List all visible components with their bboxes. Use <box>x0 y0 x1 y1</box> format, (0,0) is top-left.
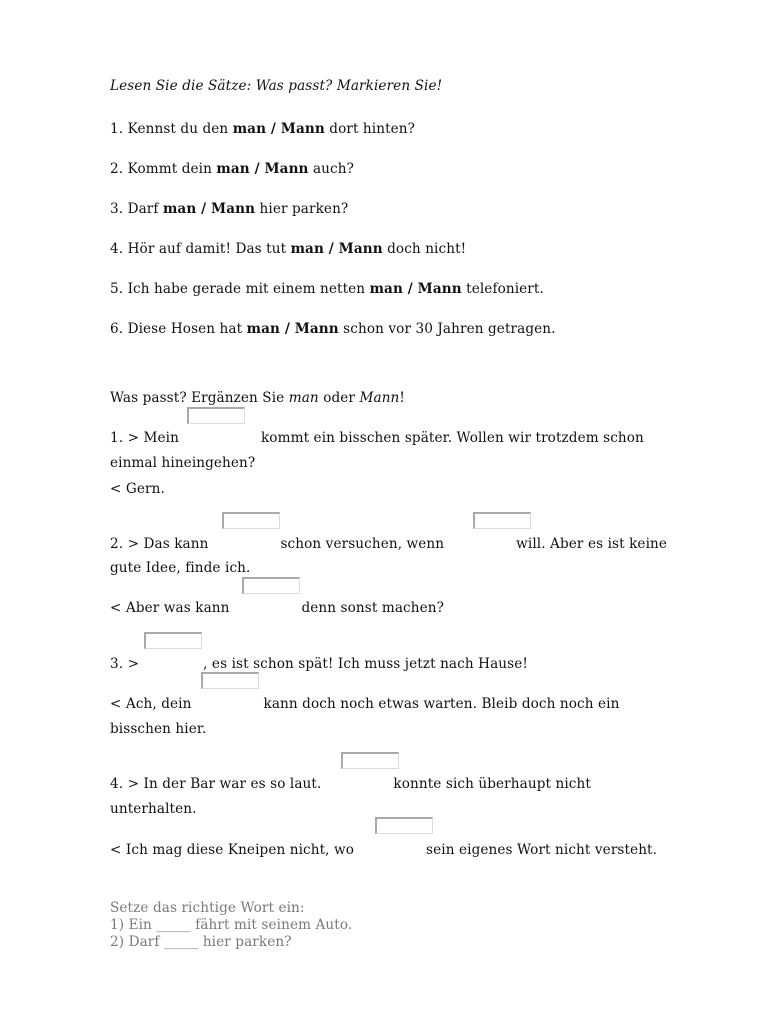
exercise1-item-5: 5. Ich habe gerade mit einem netten man / Mann telefoniert. <box>110 281 544 297</box>
blank-input[interactable] <box>375 817 433 834</box>
exercise3-item: 1) Ein _____ fährt mit seinem Auto. <box>110 917 353 933</box>
blank-input[interactable] <box>473 512 531 529</box>
exercise1-instruction: Lesen Sie die Sätze: Was passt? Markieren Sie! <box>110 78 443 94</box>
exercise2-line: 3. > , es ist schon spät! Ich muss jetzt nach Hause! <box>110 656 528 672</box>
choice-man-mann[interactable]: man / Mann <box>290 241 383 257</box>
choice-man-mann[interactable]: man / Mann <box>162 201 256 217</box>
blank-input[interactable] <box>222 512 280 529</box>
exercise1-item-3: 3. Darf man / Mann hier parken? <box>110 201 349 217</box>
exercise2-line: bisschen hier. <box>110 721 207 737</box>
blank-input[interactable] <box>144 632 202 649</box>
exercise2-line: 4. > In der Bar war es so laut. konnte sich überhaupt nicht <box>110 776 591 792</box>
exercise2-line: < Aber was kann denn sonst machen? <box>110 600 444 616</box>
exercise1-item-1: 1. Kennst du den man / Mann dort hinten? <box>110 121 416 137</box>
exercise3-title: Setze das richtige Wort ein: <box>110 900 305 916</box>
blank-input[interactable] <box>341 752 399 769</box>
exercise1-item-4: 4. Hör auf damit! Das tut man / Mann doch nicht! <box>110 241 467 257</box>
exercise2-line: < Gern. <box>110 481 165 497</box>
exercise2-line: gute Idee, finde ich. <box>110 560 251 576</box>
exercise1-item-2: 2. Kommt dein man / Mann auch? <box>110 161 354 177</box>
exercise2-line: unterhalten. <box>110 801 197 817</box>
exercise2-line: < Ach, dein kann doch noch etwas warten. Bleib doch noch ein <box>110 696 620 712</box>
exercise2-line: 2. > Das kann schon versuchen, wenn will. Aber es ist keine <box>110 536 668 552</box>
choice-man-mann[interactable]: man / Mann <box>232 121 325 137</box>
blank-input[interactable] <box>201 672 259 689</box>
blank-input[interactable] <box>242 577 300 594</box>
exercise1-item-6: 6. Diese Hosen hat man / Mann schon vor 30 Jahren getragen. <box>110 321 556 337</box>
choice-man-mann[interactable]: man / Mann <box>246 321 339 337</box>
exercise3-item: 2) Darf _____ hier parken? <box>110 934 292 950</box>
exercise2-line: < Ich mag diese Kneipen nicht, wo sein eigenes Wort nicht versteht. <box>110 842 658 858</box>
choice-man-mann[interactable]: man / Mann <box>216 161 309 177</box>
exercise2-line: 1. > Mein kommt ein bisschen später. Wollen wir trotzdem schon <box>110 430 644 446</box>
exercise2-instruction: Was passt? Ergänzen Sie man oder Mann! <box>110 390 405 406</box>
exercise2-line: einmal hineingehen? <box>110 455 256 471</box>
blank-input[interactable] <box>187 407 245 424</box>
choice-man-mann[interactable]: man / Mann <box>369 281 462 297</box>
